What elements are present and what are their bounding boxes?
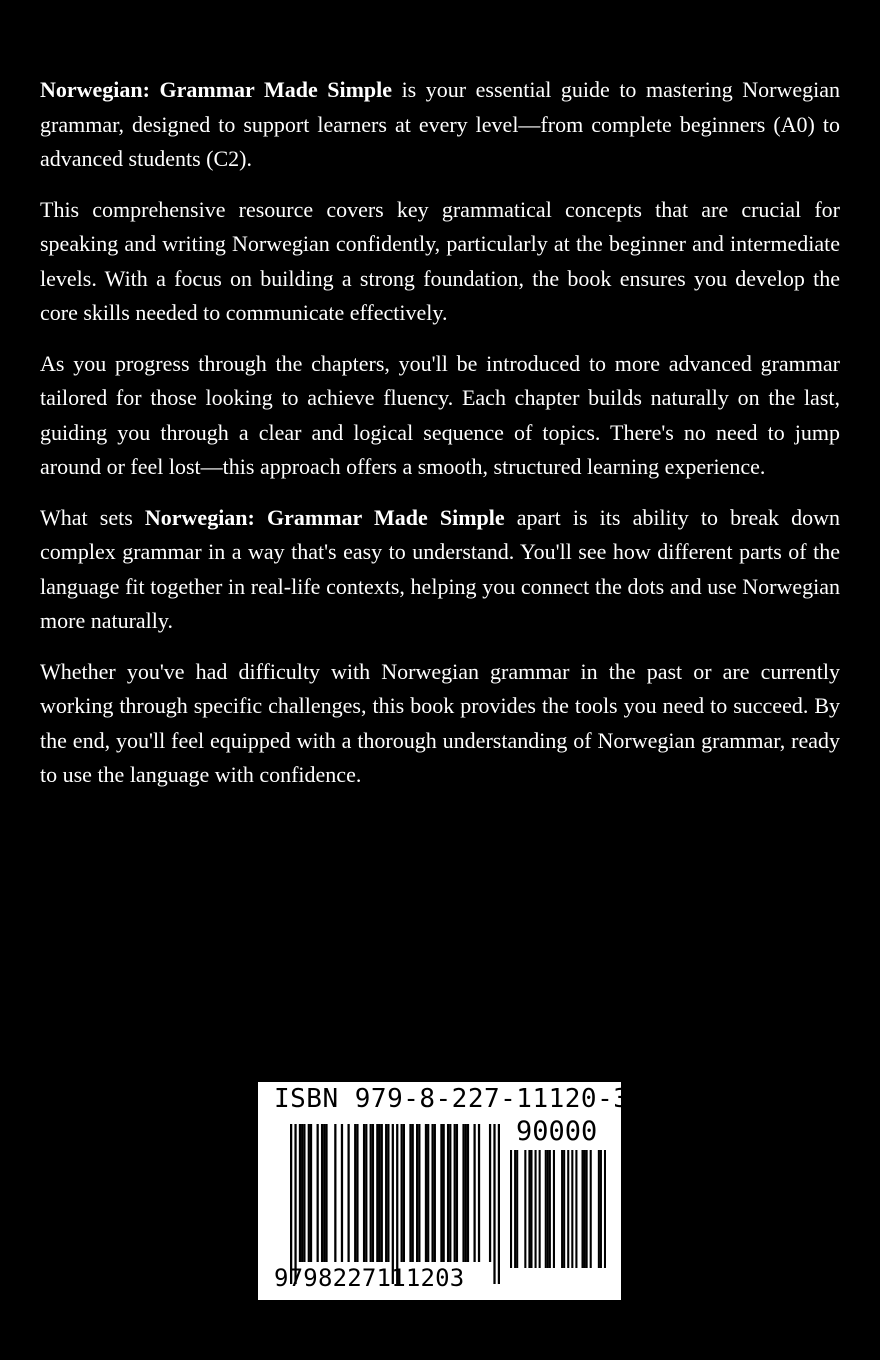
barcode-bar [301,1124,303,1262]
barcode-bar [347,1124,349,1262]
price-addon-code: 90000 [516,1116,598,1147]
barcode-bar [567,1150,569,1268]
barcode-bar [321,1124,323,1262]
barcode-bar [600,1150,602,1268]
barcode-bar [443,1124,445,1262]
barcode-bar [584,1150,586,1268]
barcode-bar [401,1124,403,1262]
barcode-bar [528,1150,530,1268]
blurb-text: What sets [40,504,145,530]
barcode-bar [381,1124,383,1262]
isbn-barcode [258,1082,630,1300]
isbn-label: ISBN 979-8-227-11120-3 [274,1084,630,1114]
barcode-bar [425,1124,427,1262]
blurb-text: apart is its ability to break down complex grammar in a way that's easy to understand. You'll see how different parts of the language fit together in real-life contexts, helping you connect the dots and use Norwegian more naturally. [40,504,840,633]
barcode-bar [465,1124,467,1262]
barcode-bar [449,1124,451,1262]
barcode-bar [427,1124,429,1262]
book-title-bold: Norwegian: Grammar Made Simple [144,504,505,530]
barcode-bar [416,1124,418,1262]
barcode-bar [385,1124,387,1262]
barcode-bar [478,1124,480,1262]
barcode-bar [524,1150,526,1268]
barcode-bar [363,1124,365,1262]
barcode-bar [447,1124,449,1262]
barcode-bar [530,1150,532,1268]
addon-barcode-bars [510,1150,606,1268]
barcode-bar [539,1150,541,1268]
barcode-bar [604,1150,606,1268]
barcode-bar [294,1124,296,1284]
barcode-bar [598,1150,600,1268]
barcode-bar [403,1124,405,1262]
blurb-text: As you progress through the chapters, you'll be introduced to more advanced grammar tailored for those looking to achieve fluency. Each chapter builds naturally on the last, guiding you through a clear and logical sequence of topics. There's no need to jump around or feel lost—this approach offers a smooth, structured learning experience. [40,350,840,479]
barcode-bar [514,1150,516,1268]
barcode-bar [372,1124,374,1262]
barcode-bar [454,1124,456,1262]
barcode-bar [303,1124,305,1262]
barcode-bar [535,1150,537,1268]
barcode-bar [462,1124,464,1262]
barcode-bar [549,1150,551,1268]
barcode-bar [581,1150,583,1268]
blurb-paragraph-2 [40,193,840,331]
barcode-bar [396,1124,398,1284]
barcode-bar [308,1124,310,1262]
blurb-paragraph-4 [40,501,840,639]
barcode-bar [510,1150,512,1268]
barcode-bar [431,1124,433,1262]
barcode-bar [489,1124,491,1262]
barcode-bar [392,1124,394,1284]
ean-digits: 9798227111203 [274,1264,465,1292]
barcode-bar [547,1150,549,1268]
barcode-bar [590,1150,592,1268]
barcode-bar [467,1124,469,1262]
barcode-bar [434,1124,436,1262]
barcode-bar [370,1124,372,1262]
barcode-bar [412,1124,414,1262]
ean-barcode-bars [290,1124,500,1284]
barcode-bar [387,1124,389,1262]
barcode-bar [356,1124,358,1262]
blurb-paragraph-3 [40,347,840,485]
back-cover-blurb [40,73,840,809]
barcode-bar [325,1124,327,1262]
barcode-bar [334,1124,336,1262]
book-title-bold: Norwegian: Grammar Made Simple [40,77,393,102]
barcode-bar [493,1124,495,1284]
barcode-bar [498,1124,500,1284]
barcode-bar [440,1124,442,1262]
blurb-text: Whether you've had difficulty with Norwegian grammar in the past or are currently working through specific challenges, this book provides the tools you need to succeed. By the end, you'll feel equipped with a thorough understanding of Norwegian grammar, ready to use the language with confidence. [40,658,840,787]
blurb-text: This comprehensive resource covers key grammatical concepts that are crucial for speaking and writing Norwegian confidently, particularly at the beginner and intermediate levels. With a focus on building a strong foundation, the book ensures you develop the core skills needed to communicate effectively. [40,196,840,325]
blurb-paragraph-5 [40,655,840,793]
blurb-text: is your essential guide to mastering Norwegian grammar, designed to support learners at every level—from complete beginners (A0) to advanced students (C2). [40,77,840,171]
barcode-bar [561,1150,563,1268]
barcode-bar [563,1150,565,1268]
barcode-bar [473,1124,475,1262]
barcode-bar [378,1124,380,1262]
barcode-bar [516,1150,518,1268]
barcode-bar [409,1124,411,1262]
barcode-bar [323,1124,325,1262]
barcode-bar [418,1124,420,1262]
barcode-bar [575,1150,577,1268]
barcode-bar [310,1124,312,1262]
barcode-bar [365,1124,367,1262]
barcode-bar [317,1124,319,1262]
barcode-bar [290,1124,292,1284]
barcode-bar [299,1124,301,1262]
blurb-paragraph-1 [40,73,840,177]
barcode-bar [341,1124,343,1262]
barcode-bar [354,1124,356,1262]
barcode-bar [553,1150,555,1268]
barcode-bar [571,1150,573,1268]
barcode-bar [545,1150,547,1268]
barcode-bar [586,1150,588,1268]
barcode-bar [456,1124,458,1262]
barcode-bar [376,1124,378,1262]
